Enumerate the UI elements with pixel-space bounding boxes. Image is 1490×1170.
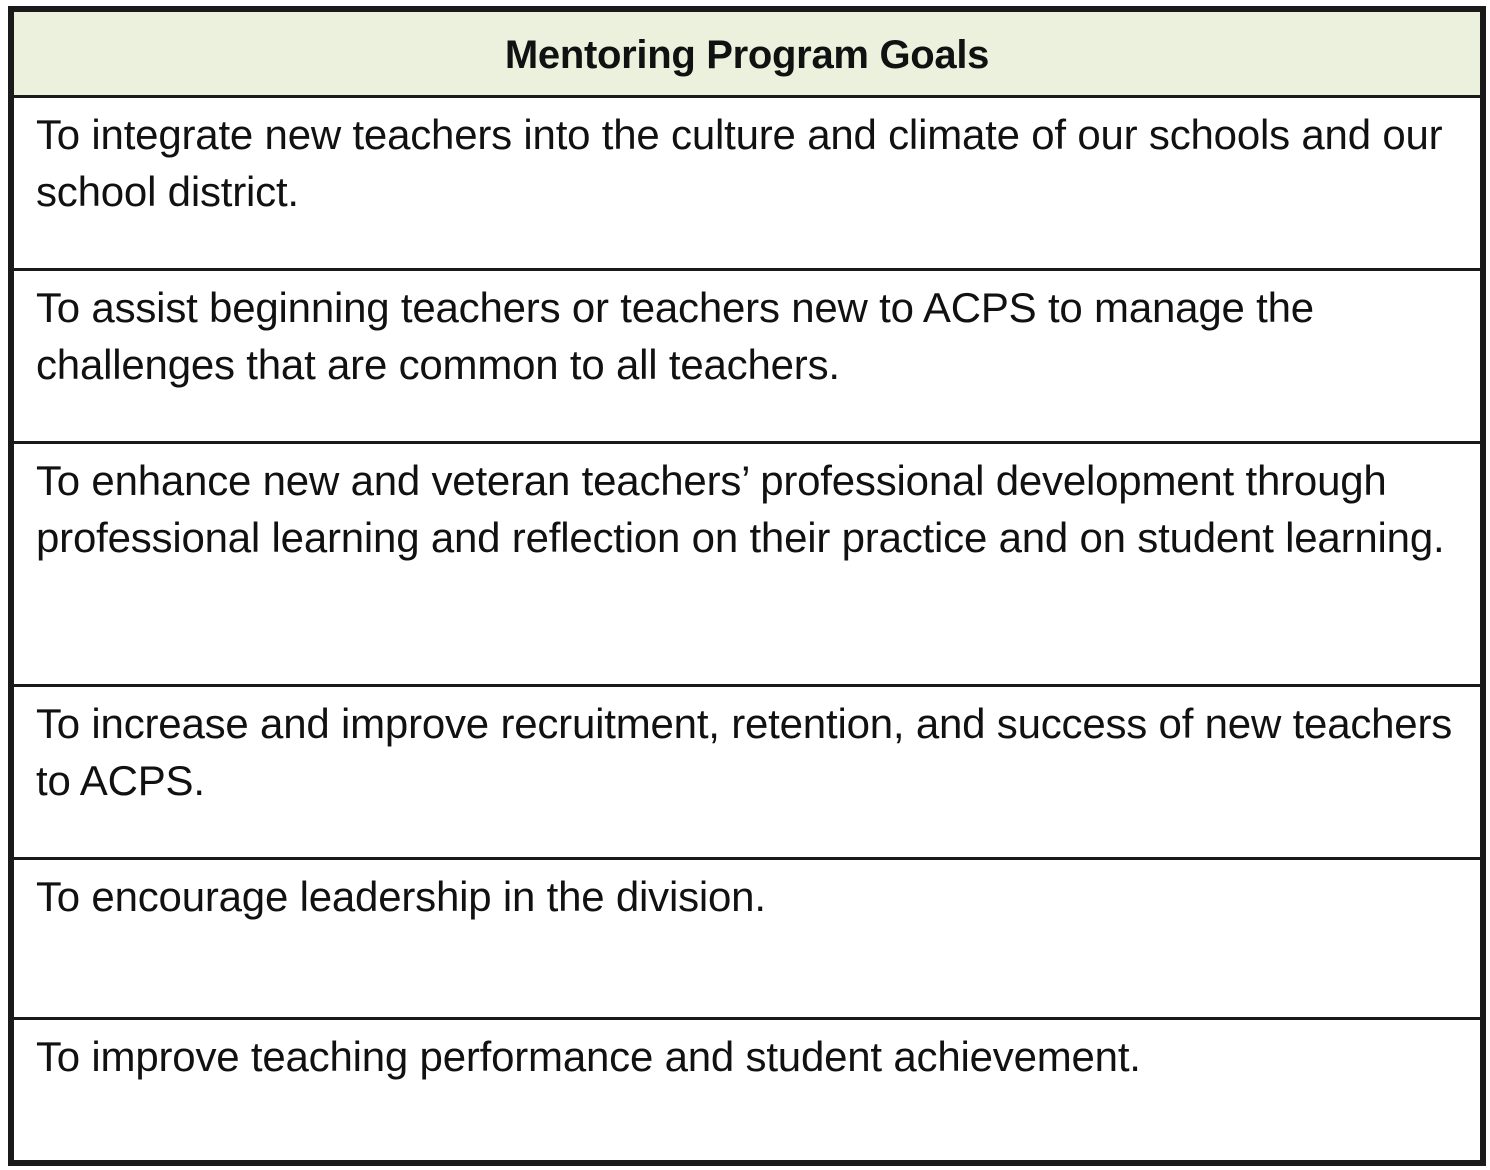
table-row	[14, 687, 1480, 860]
table-row	[14, 98, 1480, 271]
table-row	[14, 271, 1480, 444]
table-title: Mentoring Program Goals	[504, 33, 990, 77]
table-row	[14, 444, 1480, 687]
goal-text: To improve teaching performance and student achievement.	[36, 1033, 1141, 1080]
goal-text: To assist beginning teachers or teachers new to ACPS to manage the challenges that are common to all teachers.	[36, 284, 1314, 388]
goal-text: To enhance new and veteran teachers’ professional development through professional learning and reflection on their practice and on student learning.	[36, 457, 1445, 561]
mentoring-goals-table	[8, 6, 1486, 1166]
goal-text: To encourage leadership in the division.	[36, 873, 766, 920]
table-header	[14, 12, 1480, 98]
goal-text: To increase and improve recruitment, retention, and success of new teachers to ACPS.	[36, 700, 1453, 804]
table-row	[14, 1020, 1480, 1160]
table-row	[14, 860, 1480, 1020]
goal-text: To integrate new teachers into the culture and climate of our schools and our school district.	[36, 111, 1443, 215]
